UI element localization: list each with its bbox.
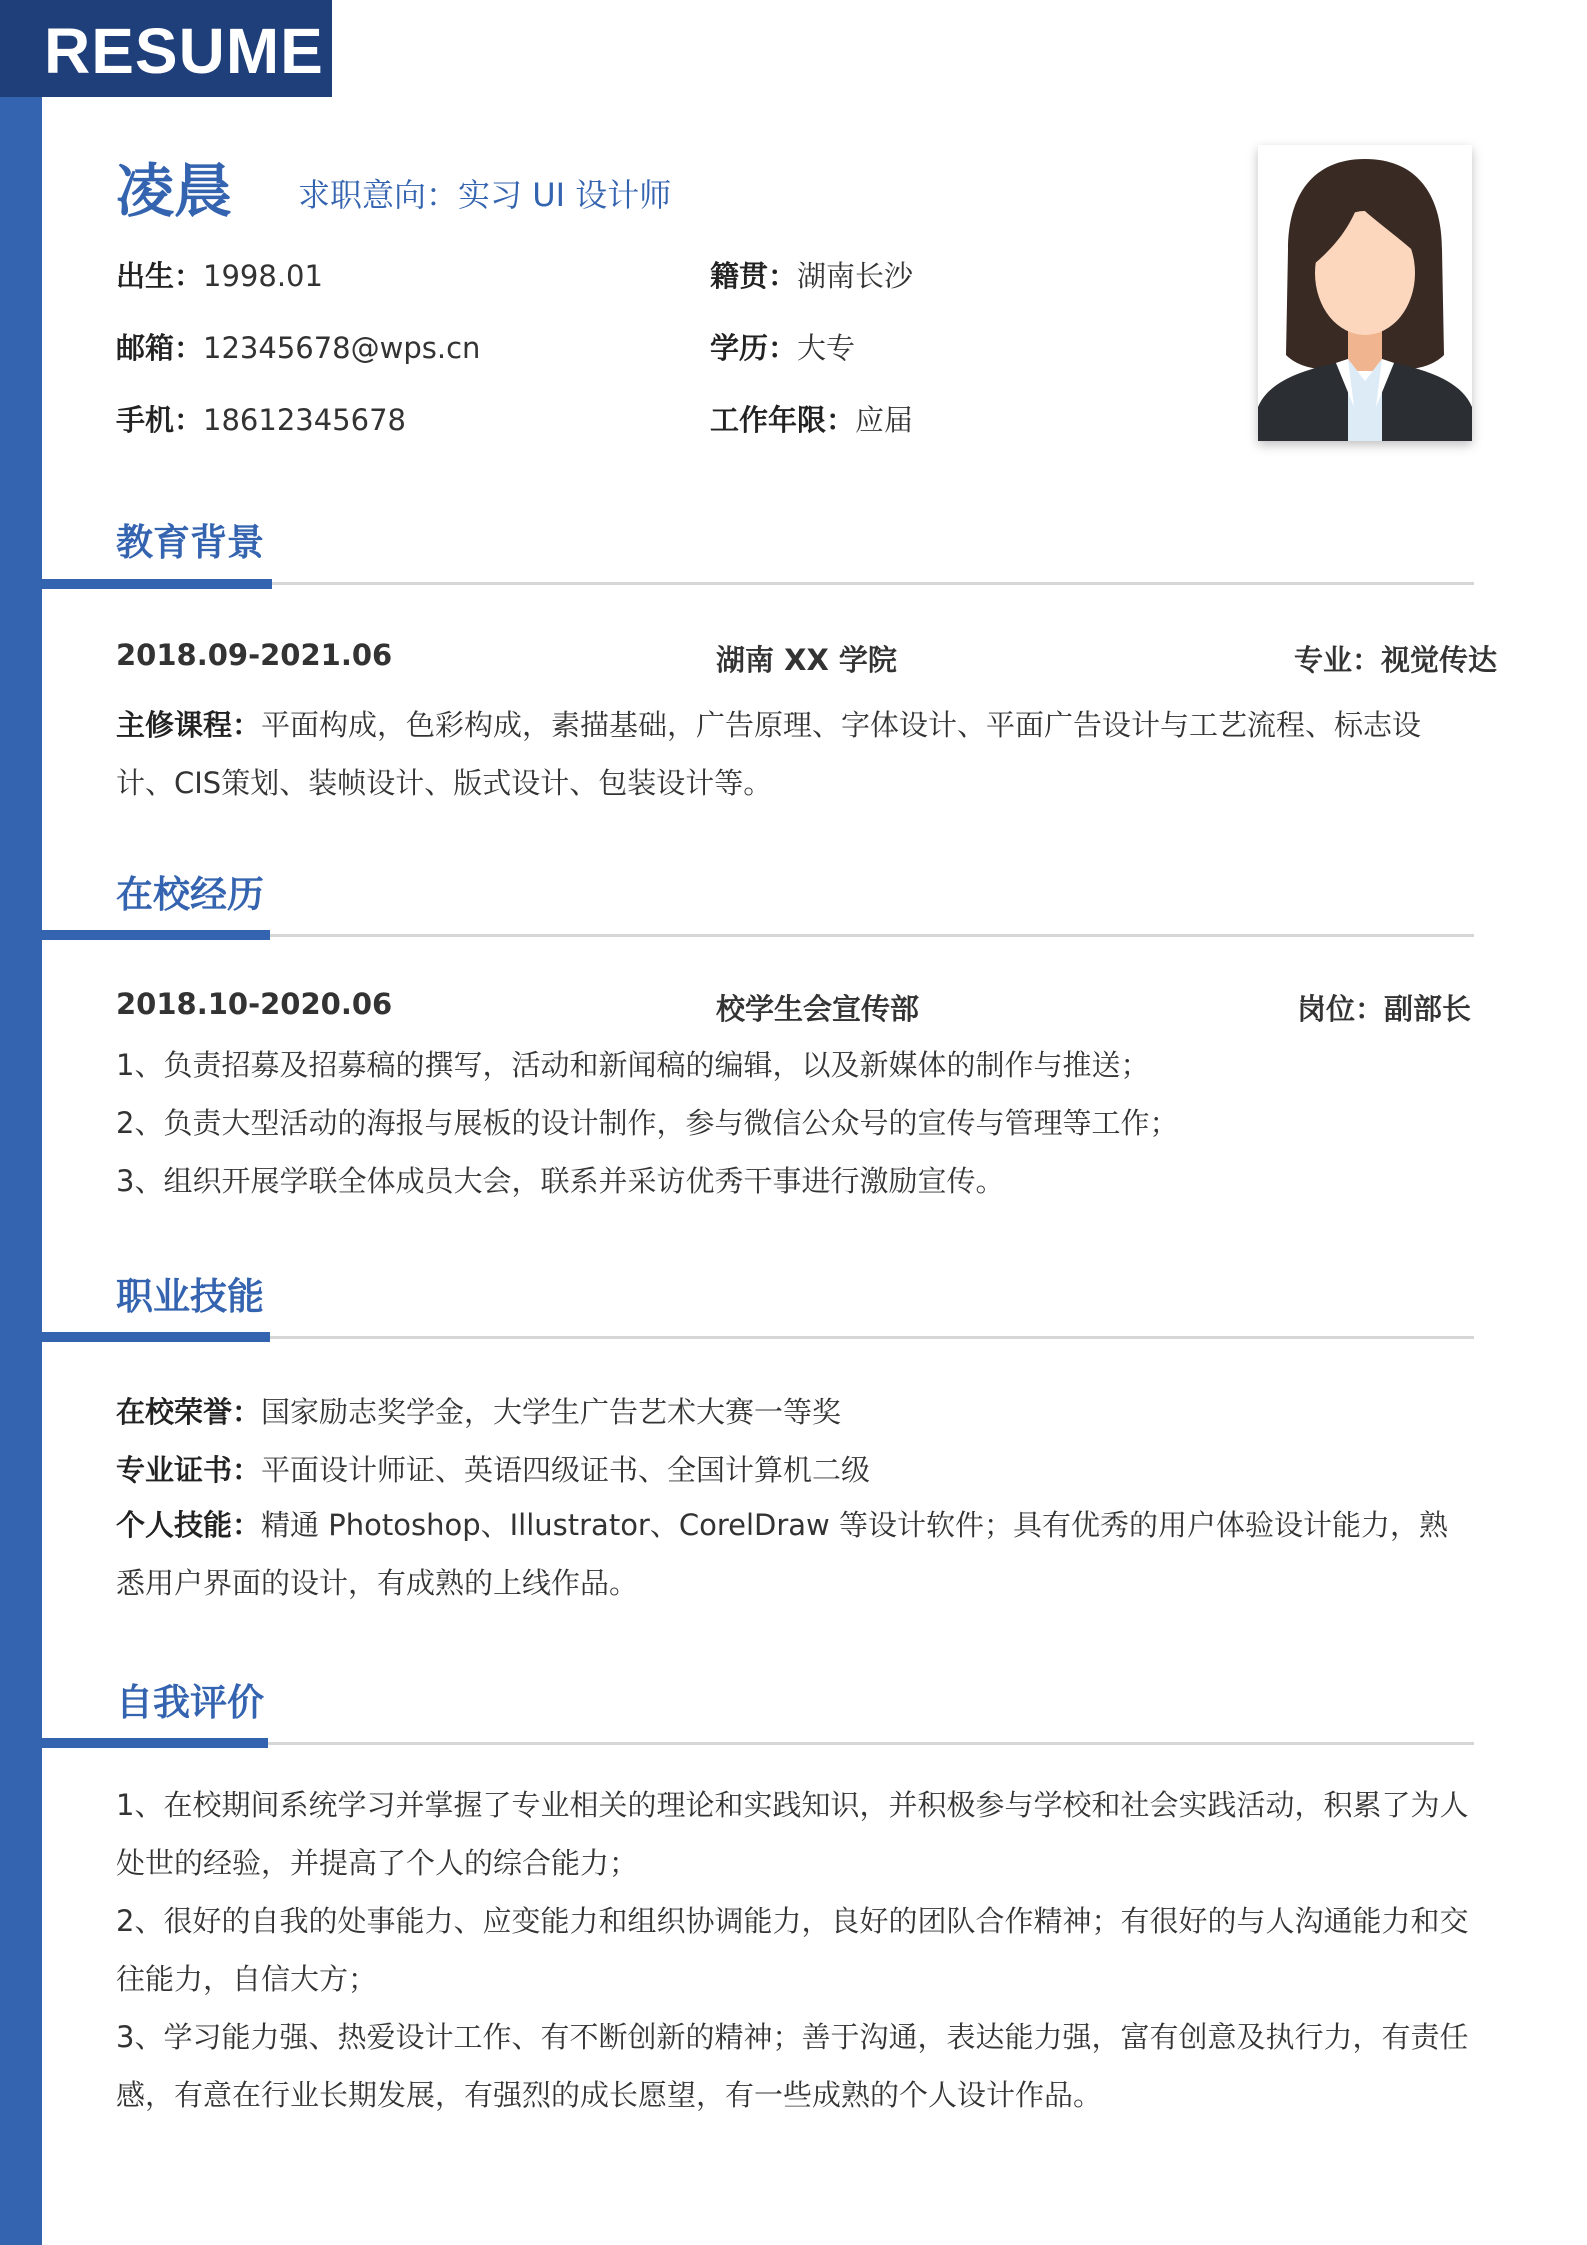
campus-item: 2、负责大型活动的海报与展板的设计制作，参与微信公众号的宣传与管理等工作； [116,1106,1179,1140]
native-label: 籍贯： [710,259,798,293]
education-level-label: 学历： [710,331,798,365]
personal-skills-label: 个人技能： [116,1508,262,1542]
email-info [116,326,480,367]
campus-period: 2018.10-2020.06 [116,987,393,1021]
birth-info [116,254,323,295]
job-intent-value: 实习 UI 设计师 [458,176,672,214]
birth-value: 1998.01 [203,259,323,293]
email-label: 邮箱： [116,331,204,365]
personal-skills-value: 精通 Photoshop、Illustrator、CorelDraw 等设计软件；具有优秀的用户体验设计能力，熟悉用户界面的设计，有成熟的上线作品。 [116,1508,1448,1600]
phone-label: 手机： [116,403,204,437]
skills-honors [116,1390,841,1431]
section-title-self-evaluation: 自我评价 [116,1681,264,1724]
native-value: 湖南长沙 [797,259,914,293]
resume-label: RESUME [44,15,324,87]
certificates-label: 专业证书： [116,1453,262,1487]
campus-item: 1、负责招募及招募稿的撰写，活动和新闻稿的编辑，以及新媒体的制作与推送； [116,1048,1150,1082]
section-accent-bar [42,1738,268,1748]
section-title-education: 教育背景 [116,521,264,564]
left-accent-bar [0,0,42,2245]
education-courses [116,696,1476,812]
education-level-info [710,326,855,367]
birth-label: 出生： [116,259,204,293]
native-info [710,254,913,295]
self-eval-item: 2、很好的自我的处事能力、应变能力和组织协调能力，良好的团队合作精神；有很好的与人沟通能力和交往能力，自信大方； [116,1904,1469,1996]
campus-org: 校学生会宣传部 [716,992,920,1026]
job-intent-label: 求职意向： [298,176,459,214]
section-title-skills: 职业技能 [116,1275,264,1318]
phone-info [116,398,406,439]
education-school: 湖南 XX 学院 [716,643,897,677]
work-years-info [710,398,913,439]
work-years-value: 应届 [855,403,914,437]
job-intent [298,170,671,216]
self-eval-item: 3、学习能力强、热爱设计工作、有不断创新的精神；善于沟通，表达能力强，富有创意及执行力，有责任感，有意在行业长期发展，有强烈的成长愿望，有一些成熟的个人设计作品。 [116,2020,1469,2112]
phone-value: 18612345678 [203,403,406,437]
courses-value: 平面构成，色彩构成，素描基础，广告原理、字体设计、平面广告设计与工艺流程、标志设计、CIS策划、装帧设计、版式设计、包装设计等。 [116,708,1422,800]
campus-item: 3、组织开展学联全体成员大会，联系并采访优秀干事进行激励宣传。 [116,1164,1005,1198]
education-level-value: 大专 [797,331,856,365]
candidate-name: 凌晨 [116,157,233,225]
education-major: 专业：视觉传达 [1294,643,1498,677]
courses-label: 主修课程： [116,708,262,742]
section-title-campus: 在校经历 [116,873,264,916]
section-accent-bar [42,579,272,589]
resume-label-box [0,0,332,97]
education-period: 2018.09-2021.06 [116,638,393,672]
campus-position: 岗位：副部长 [1297,992,1472,1026]
section-accent-bar [42,1332,270,1342]
certificates-value: 平面设计师证、英语四级证书、全国计算机二级 [261,1453,871,1487]
work-years-label: 工作年限： [710,403,856,437]
honors-label: 在校荣誉： [116,1395,262,1429]
email-value: 12345678@wps.cn [203,331,481,365]
section-accent-bar [42,930,270,940]
skills-personal [116,1496,1476,1612]
profile-photo [1258,145,1472,441]
skills-certificates [116,1448,870,1489]
self-eval-item: 1、在校期间系统学习并掌握了专业相关的理论和实践知识，并积极参与学校和社会实践活动，积累了为人处世的经验，并提高了个人的综合能力； [116,1788,1469,1880]
honors-value: 国家励志奖学金，大学生广告艺术大赛一等奖 [261,1395,842,1429]
avatar-illustration [1258,145,1472,441]
